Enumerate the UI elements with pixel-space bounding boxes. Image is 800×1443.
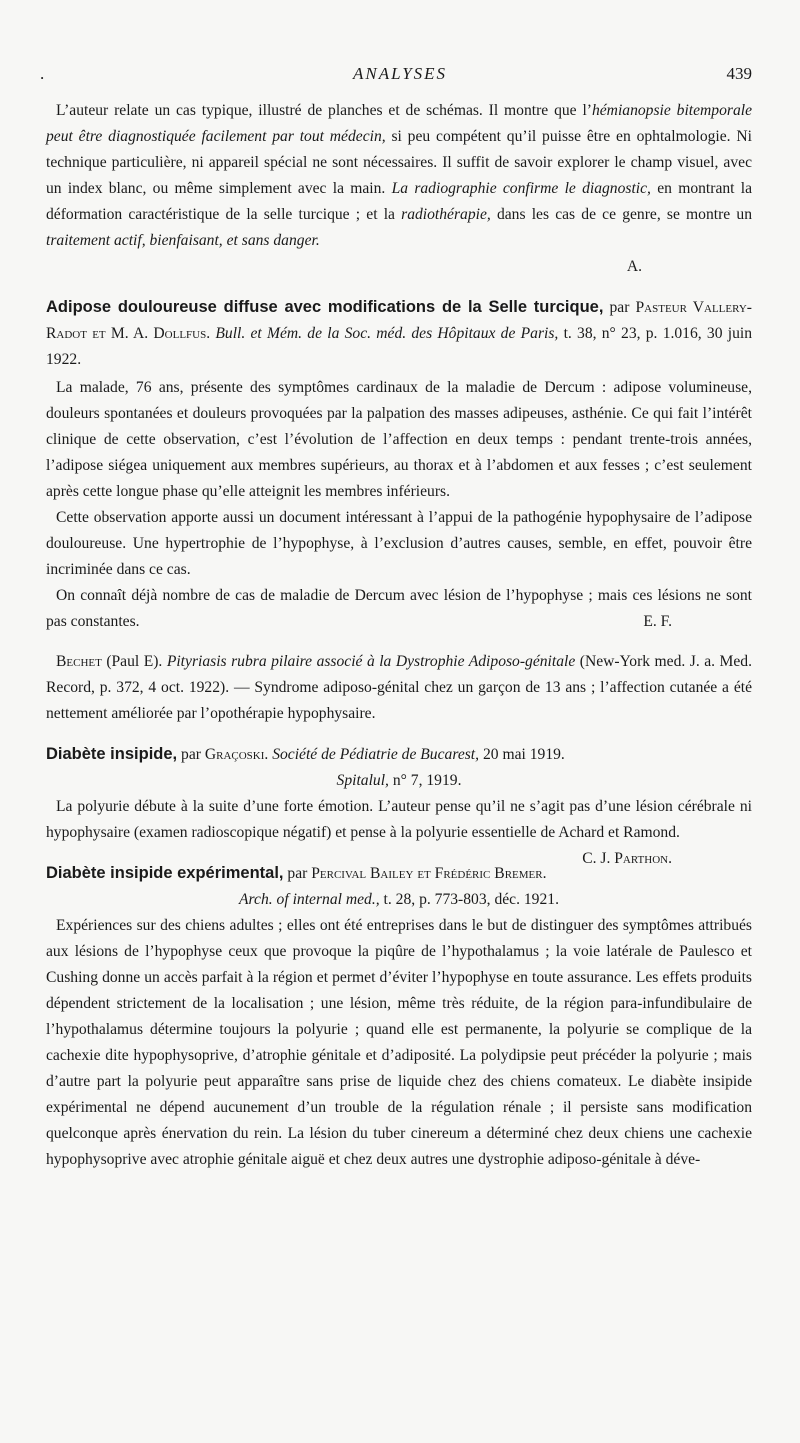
- article-experimental-title: Diabète insipide expérimental,: [46, 864, 284, 882]
- intro-paragraph: [46, 98, 752, 254]
- article-diabete-experimental: [46, 860, 752, 1173]
- article-diabete-by: par: [177, 746, 205, 763]
- article-adipose-heading: [46, 294, 752, 373]
- article-experimental-reference: [46, 887, 752, 913]
- article-experimental-journal: Arch. of internal med.,: [239, 891, 380, 908]
- article-diabete-ref2: n° 7, 1919.: [388, 772, 462, 789]
- article-adipose-para3: [46, 583, 752, 635]
- header-dot: .: [40, 64, 47, 83]
- intro-text-2: si peu compétent qu’il puisse être en ophtalmologie. Ni technique particulière, ni appareil spécial ne sont nécessaires. Il suffit de savoir explorer le champ visuel, avec un index blanc, ou même simplement avec la main.: [46, 128, 752, 197]
- article-diabete-subref: [46, 768, 752, 794]
- article-diabete-heading: [46, 741, 752, 768]
- article-experimental-para: Expériences sur des chiens adultes ; elles ont été entreprises dans le but de distinguer des symptômes attribués aux lésions de l’hypophyse ceux que provoque la piqûre de l’hypothalamus ; la voie latérale de Paulesco et Cushing donne un accès parfait à la région et permet d’éviter l’hypophyse en toute assurance. Les effets produits dépendent strictement de la localisation ; une lésion, même très réduite, de la région para-infundibulaire de l’hypothalamus détermine toujours la polyurie ; quand elle est permanente, la polyurie se complique de la cachexie dite hypophysoprive, d’atrophie génitale et d’adiposité. La polydipsie peut précéder la polyurie ; mais d’autre part la polyurie peut apparaître sans prise de liquide chez des chiens comateux. Le diabète insipide expérimental ne dépend aucunement d’un trouble de la régulation rénale ; il persiste sans modification quelconque après énervation du rein. La lésion du tuber cinereum a déterminé chez deux chiens une cachexie hypophysoprive avec atrophie génitale aiguë et chez deux autres une dystrophie adiposo-génitale à déve-: [46, 917, 752, 1168]
- article-bechet-reference: (New-York med. J. a. Med. Record, p. 372, 4 oct. 1922). — Syndrome adiposo-génital chez un garçon de 13 ans ; l’affection cutanée a été nettement améliorée par l’opothérapie hypophysaire.: [46, 653, 752, 722]
- article-title: Adipose douloureuse diffuse avec modifications de la Selle turcique,: [46, 298, 604, 316]
- article-diabete-para-text: La polyurie débute à la suite d’une forte émotion. L’auteur pense qu’il ne s’agit pas d’une lésion cérébrale ni hypophysaire (examen radioscopique négatif) et pense à la polyurie essentielle de Achard et Ramond.: [46, 798, 752, 841]
- article-diabete-insipide: [46, 741, 752, 867]
- article-diabete-para: [46, 794, 752, 867]
- article-adipose: [46, 294, 752, 635]
- running-title: ANALYSES: [352, 64, 448, 83]
- article-diabete-signature: C. J. Parthon.: [582, 850, 672, 867]
- page-header: [0, 64, 800, 88]
- article-journal: Bull. et Mém. de la Soc. méd. des Hôpitaux de Paris,: [215, 325, 559, 342]
- page-number: 439: [726, 64, 752, 83]
- article-adipose-para1: La malade, 76 ans, présente des symptômes cardinaux de la maladie de Dercum : adipose volumineuse, douleurs spontanées et douleurs provoquées par la palpation des masses adipeuses, asthénie. Ce qui fait l’intérêt clinique de cette observation, c’est l’évolution de l’affection en deux temps : pendant trente-trois années, l’adipose siégea uniquement aux membres supérieurs, au thorax et à l’abdomen et aux fesses ; c’est seulement après cette longue phase qu’elle atteignit les membres inférieurs.: [46, 379, 752, 500]
- article-bechet-author: Bechet: [56, 653, 102, 670]
- article-diabete-journal: Société de Pédiatrie de Bucarest,: [272, 746, 480, 763]
- intro-italic-4: traitement actif, bienfaisant, et sans danger.: [46, 232, 320, 249]
- page-body: [46, 98, 752, 1173]
- article-bechet-title: Pityriasis rubra pilaire associé à la Dystrophie Adiposo-génitale: [166, 653, 576, 670]
- article-bechet-author-first: (Paul E).: [101, 653, 163, 670]
- article-bechet: [46, 649, 752, 727]
- article-diabete-author: Graçoski.: [204, 746, 269, 763]
- article-experimental-by: par: [283, 865, 312, 882]
- intro-italic-3: radiothérapie,: [401, 206, 491, 223]
- article-adipose-para2: Cette observation apporte aussi un document intéressant à l’appui de la pathogénie hypophysaire de l’adipose douloureuse. Une hypertrophie de l’hypophyse, à l’exclusion d’autres causes, semble, en effet, pouvoir être incriminée dans ce cas.: [46, 509, 752, 578]
- intro-text-4: dans les cas de ce genre, se montre un: [490, 206, 752, 223]
- article-experimental-ref: t. 28, p. 773-803, déc. 1921.: [379, 891, 559, 908]
- article-diabete-journal2: Spitalul,: [336, 772, 389, 789]
- article-reference: t. 38, n° 23, p. 1.016, 30 juin 1922.: [46, 325, 752, 368]
- article-bechet-text: [46, 649, 752, 727]
- article-authors: Pasteur Vallery-Radot et M. A. Dollfus.: [46, 299, 752, 342]
- article-by: par: [603, 299, 636, 316]
- article-experimental-authors: Percival Bailey et Frédéric Bremer.: [311, 865, 547, 882]
- intro-italic-2: La radiographie confirme le diagnostic,: [391, 180, 651, 197]
- article-diabete-title: Diabète insipide,: [46, 745, 178, 763]
- intro-text-3: en montrant la déformation caractéristique de la selle turcique ; et la: [46, 180, 753, 223]
- article-adipose-para3-text: On connaît déjà nombre de cas de maladie de Dercum avec lésion de l’hypophyse ; mais ces lésions ne sont pas constantes.: [46, 587, 752, 630]
- intro-italic-1: hémianopsie bitemporale peut être diagnostiquée facilement par tout médecin,: [46, 102, 752, 145]
- article-diabete-date: 20 mai 1919.: [479, 746, 565, 763]
- intro-text-1: L’auteur relate un cas typique, illustré de planches et de schémas. Il montre que l’: [56, 102, 592, 119]
- intro-signature: A.: [626, 258, 642, 275]
- article-adipose-signature: E. F.: [643, 613, 672, 630]
